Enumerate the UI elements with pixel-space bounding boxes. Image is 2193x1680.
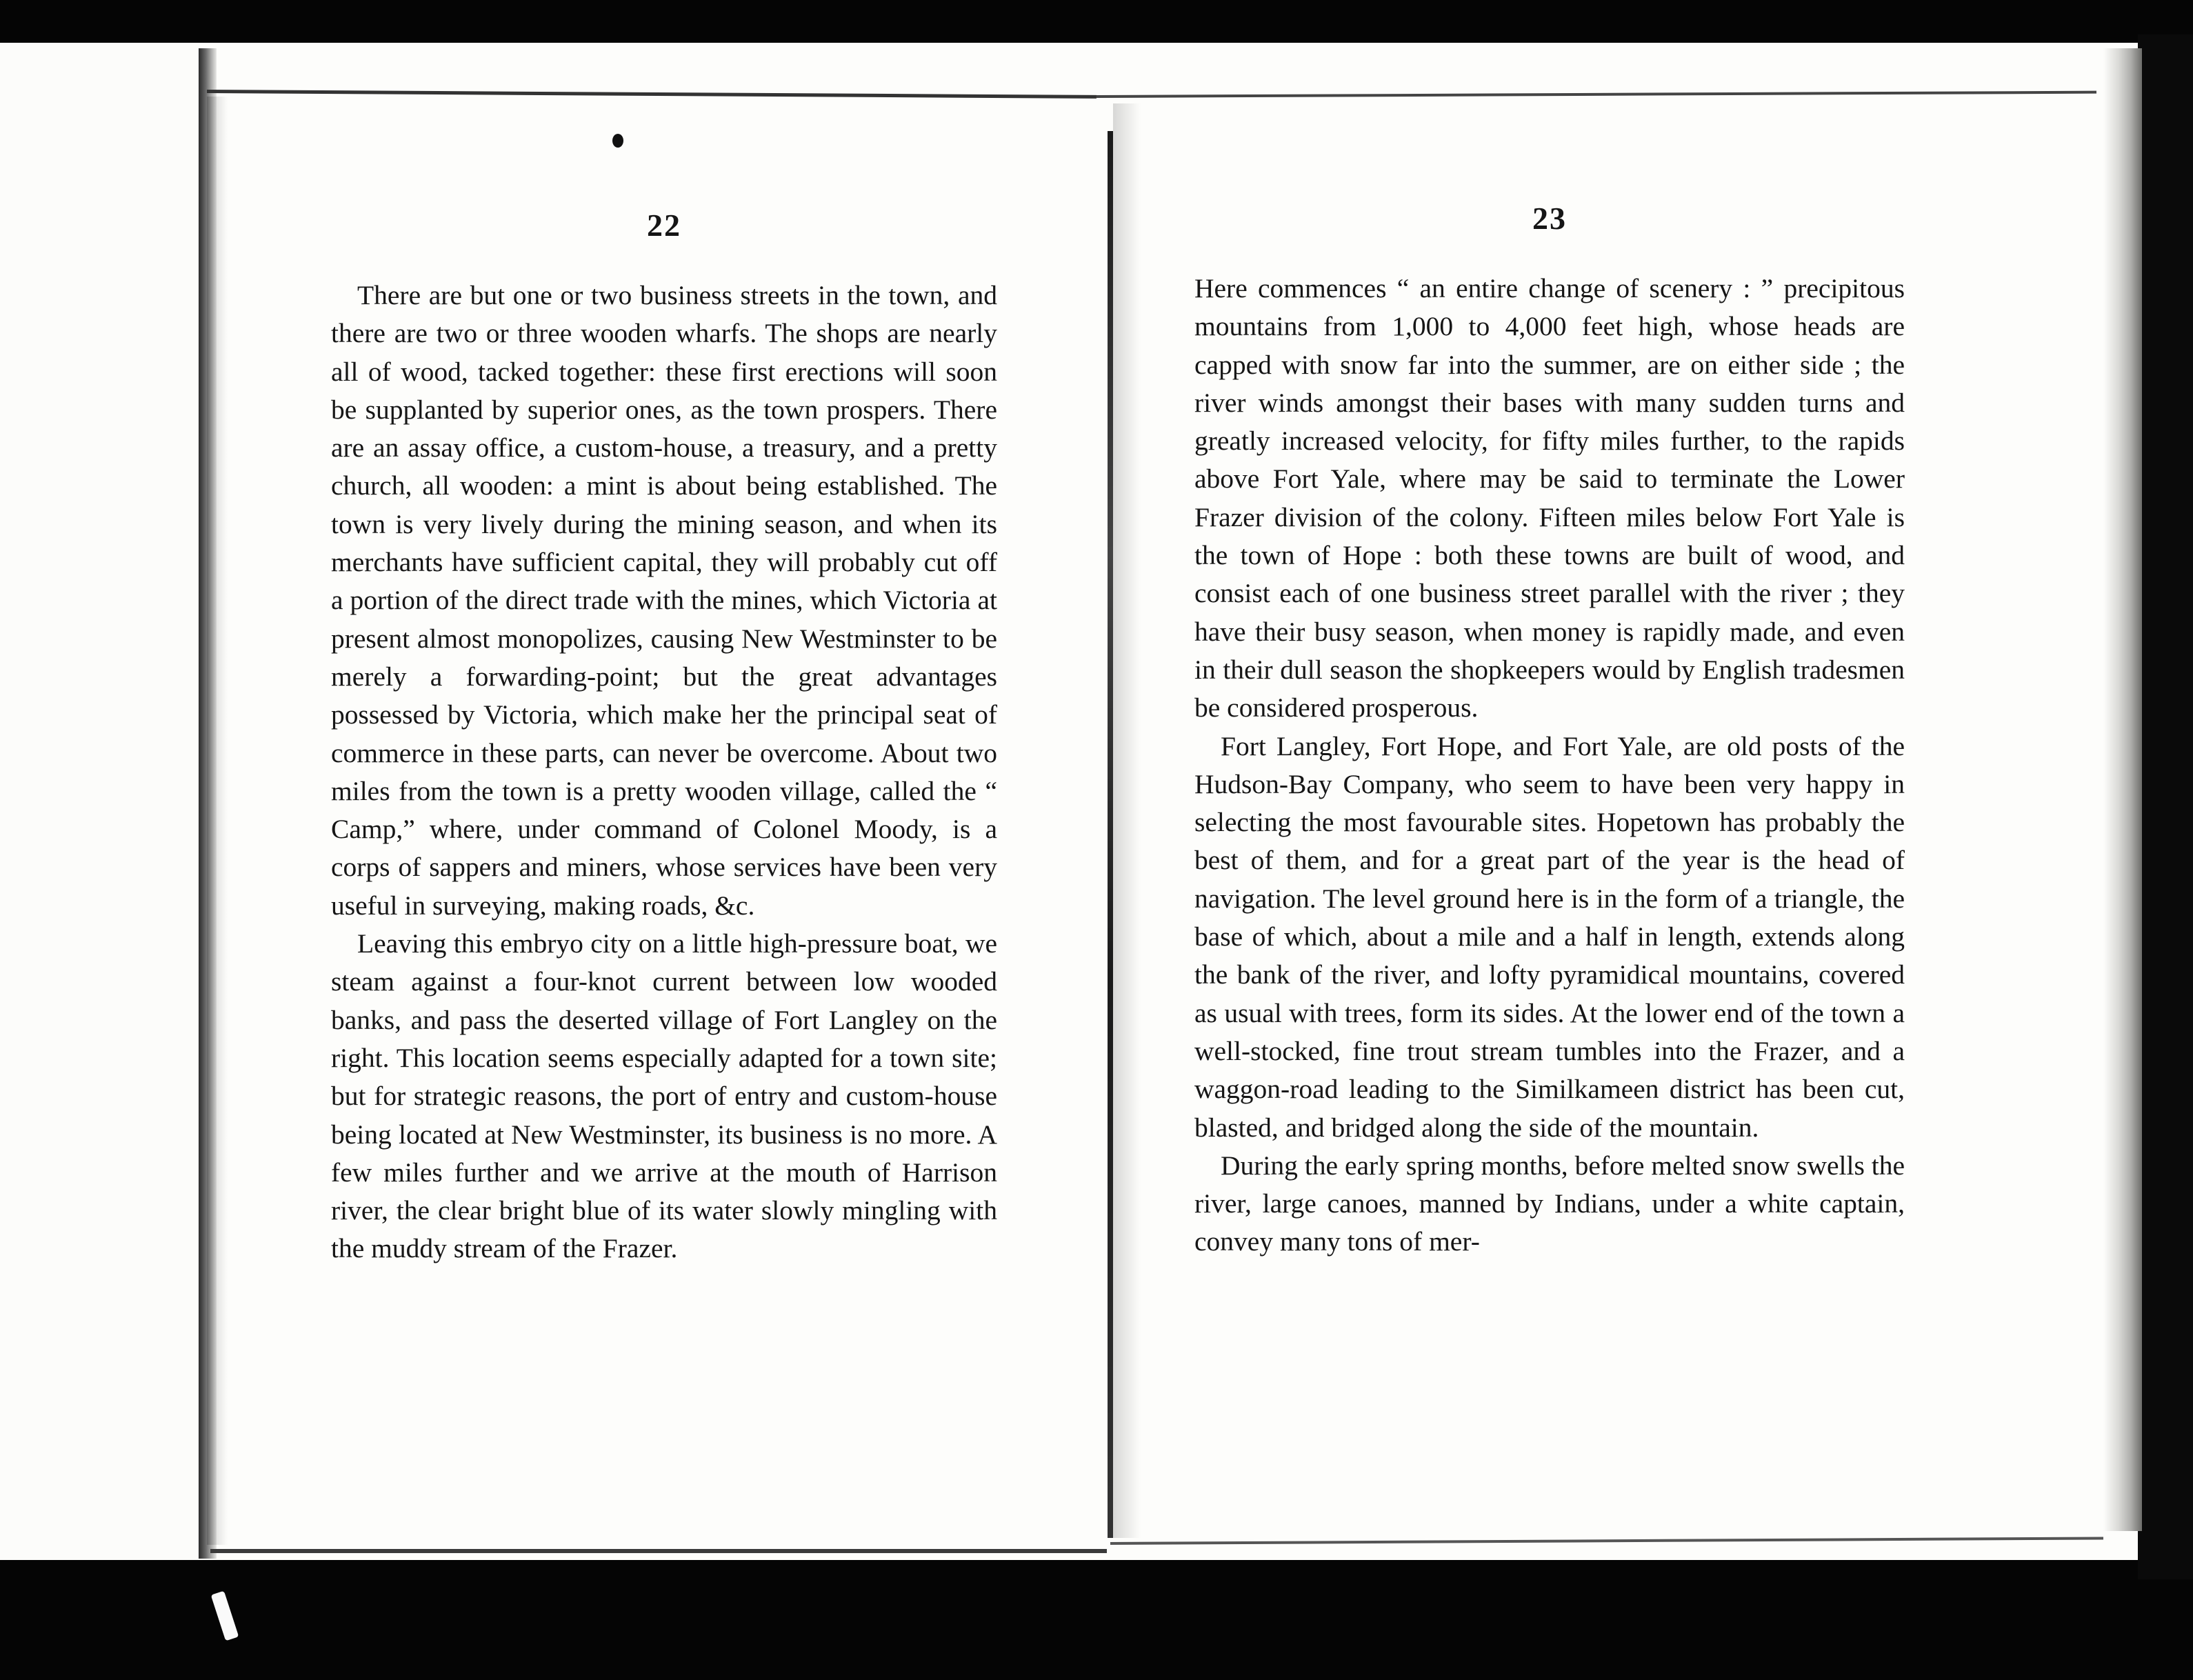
page-number-right: 23 — [1532, 201, 1567, 236]
scan-bottom-border — [0, 1560, 2193, 1680]
left-page-text — [331, 277, 997, 1268]
page-number-left: 22 — [647, 208, 681, 243]
scan-right-border — [2138, 34, 2193, 1579]
ink-dot-mark — [612, 134, 623, 148]
adjacent-page-edge — [0, 43, 200, 1560]
left-page — [331, 207, 997, 1268]
paragraph: Here commences “ an entire change of scenery : ” precipitous mountains from 1,000 to 4,000 feet high, whose heads are capped with snow far into the summer, are on either side ; the river winds amongst their bases with many sudden turns and greatly increased velocity, for fifty miles further, to the rapids above Fort Yale, where may be said to terminate the Lower Frazer division of the colony. Fifteen miles below Fort Yale is the town of Hope : both these towns are built of wood, and consist each of one business street parallel with the river ; they have their busy season, when money is rapidly made, and even in their dull season the shopkeepers would by English tradesmen be considered prosperous. — [1194, 273, 1905, 723]
bottom-edge-line-left — [210, 1549, 1107, 1553]
page-shadow-left — [207, 97, 228, 1545]
paragraph: Fort Langley, Fort Hope, and Fort Yale, are old posts of the Hudson-Bay Company, who seem to have been very happy in selecting the most favourable sites. Hopetown has probably the best of them, and for a great part of the year is the head of navigation. The level ground here is in the form of a triangle, the base of which, about a mile and a half in length, extends along the bank of the river, and lofty pyramidical mountains, covered as usual with trees, form its sides. At the lower end of the town a well-stocked, fine trout stream tumbles into the Frazer, and a waggon-road leading to the Similkameen district has been cut, blasted, and bridged along the side of the mountain. — [1194, 730, 1905, 1143]
paragraph: During the early spring months, before melted snow swells the river, large canoes, manned by Indians, under a white captain, convey many tons of mer- — [1194, 1150, 1905, 1257]
book-gutter — [1108, 131, 1113, 1538]
scan-top-border — [0, 0, 2193, 43]
paragraph: There are but one or two business streets in the town, and there are two or three wooden wharfs. The shops are nearly all of wood, tacked together: these first erections will soon be supplanted by superior ones, as the town prospers. There are an assay office, a custom-house, a treasury, and a pretty church, all wooden: a mint is about being established. The town is very lively during the mining season, and when its merchants have sufficient capital, they will probably cut off a portion of the direct trade with the mines, which Victoria at present almost monopolizes, causing New Westminster to be merely a forwarding-point; but the great advantages possessed by Victoria, which make her the principal seat of commerce in these parts, can never be overcome. About two miles from the town is a pretty wooden village, called the “ Camp,” where, under command of Colonel Moody, is a corps of sappers and miners, whose services have been very useful in surveying, making roads, &c. — [331, 280, 997, 921]
right-page-text — [1194, 270, 1905, 1261]
paragraph: Leaving this embryo city on a little high-pressure boat, we steam against a four-knot current between low wooded banks, and pass the deserted village of Fort Langley on the right. This location seems especially adapted for a town site; but for strategic reasons, the port of entry and custom-house being located at New Westminster, its business is no more. A few miles further and we arrive at the mouth of Harrison river, the clear bright blue of its water slowly mingling with the muddy stream of the Frazer. — [331, 928, 997, 1264]
page-shadow-right — [1113, 103, 1141, 1538]
right-page — [1194, 200, 1905, 1261]
book-edge-right — [2103, 48, 2142, 1531]
